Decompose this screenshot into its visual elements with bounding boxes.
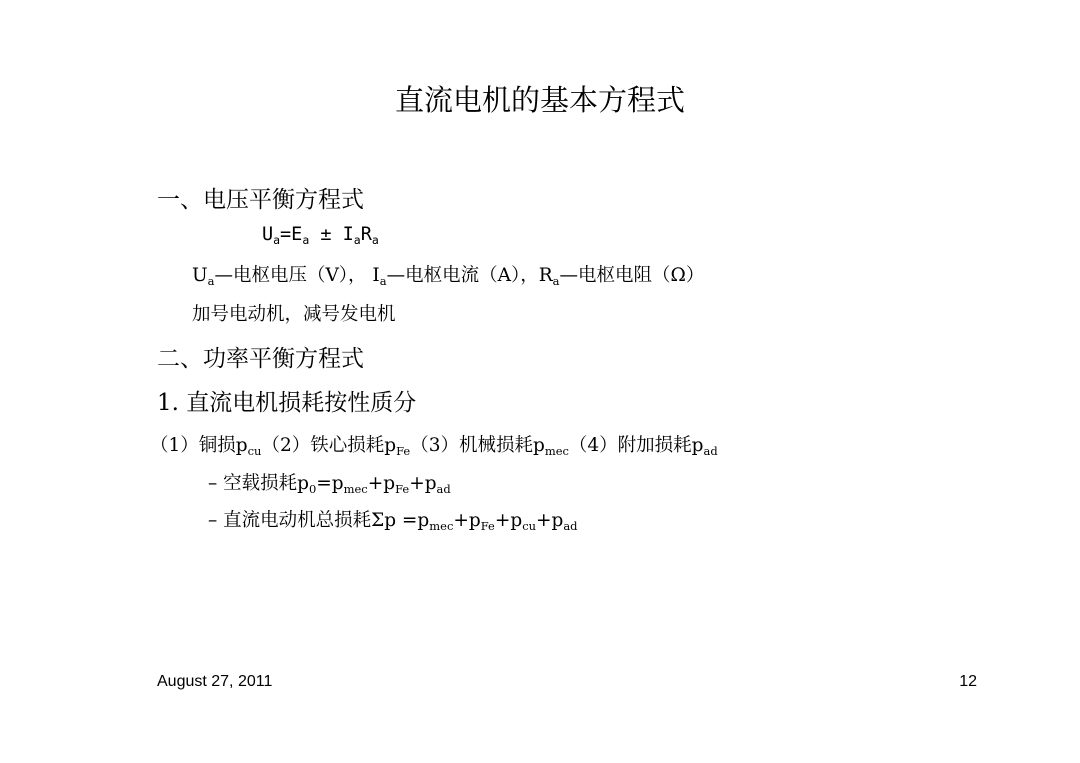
section-heading-voltage: 一、电压平衡方程式 <box>157 187 364 213</box>
variable-definitions: $U_a—$电枢电压（V）， $I_a—$电枢电流（A），$R_a—$电枢电阻（Ω） <box>192 265 705 288</box>
voltage-equation: $U_a=E_a \pm I_aR_a$ <box>262 224 379 247</box>
page-number: 12 <box>959 673 977 690</box>
subsection-heading-losses: 1. 直流电机损耗按性质分 <box>157 390 417 416</box>
sign-note: 加号电动机，减号发电机 <box>192 304 396 325</box>
footer-date: August 27, 2011 <box>157 673 273 690</box>
slide-title: 直流电机的基本方程式 <box>394 83 685 117</box>
total-loss-item: – 直流电动机总损耗$\Sigma p =p_{mec}+p_{Fe}+p_{cu}+p_{ad}$ <box>208 510 578 533</box>
loss-types: （1）铜损$p_{cu}(2)$铁心损耗$p_{Fe}(3)$机械损耗$p_{mec}(4)$附加损耗$p_{ad}$ <box>150 435 718 458</box>
section-heading-power: 二、功率平衡方程式 <box>157 346 364 372</box>
no-load-loss-item: – 空载损耗$p_0=p_{mec}+p_{Fe}+p_{ad}$ <box>208 473 451 496</box>
